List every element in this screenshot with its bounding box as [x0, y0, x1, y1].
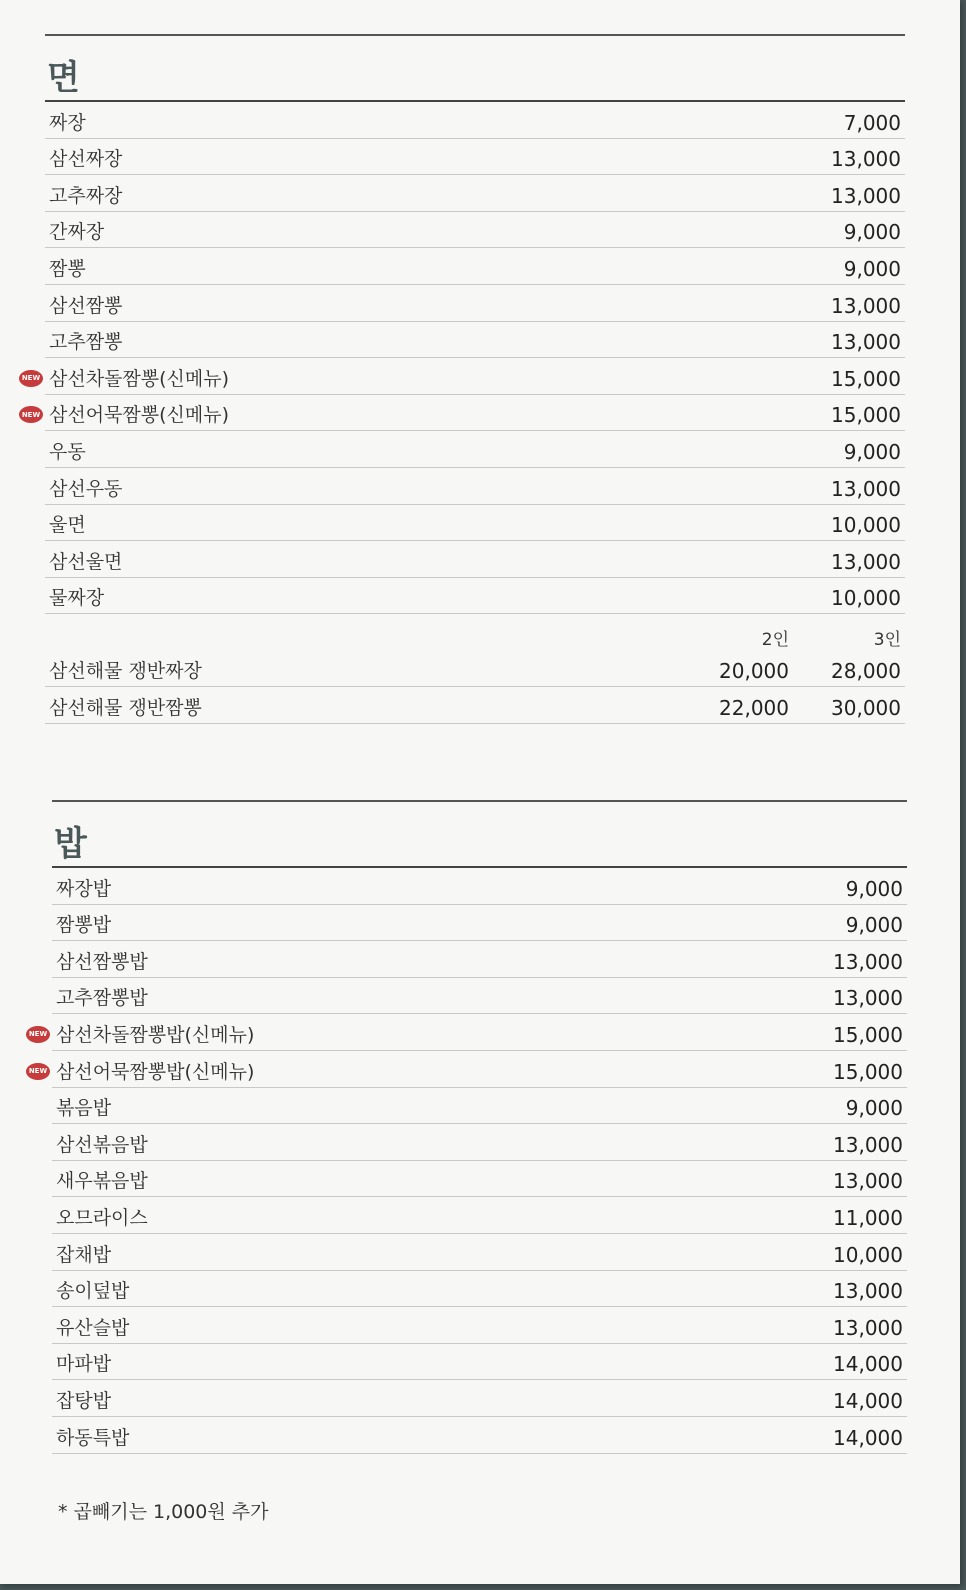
menu-item-name: 하동특밥 — [56, 1426, 130, 1449]
set-menu-row — [45, 687, 905, 724]
menu-item-name: 우동 — [49, 440, 86, 463]
menu-item-price: 9,000 — [845, 913, 903, 938]
menu-item-name: 삼선울면 — [49, 550, 123, 573]
menu-item-price: 9,000 — [845, 1096, 903, 1121]
menu-row — [45, 139, 905, 176]
section-title-rice: 밥 — [54, 824, 87, 864]
footnote: * 곱빼기는 1,000원 추가 — [58, 1501, 269, 1523]
menu-item-name: 삼선짬뽕 — [49, 294, 123, 317]
menu-row — [52, 1234, 907, 1271]
menu-item-name: 짬뽕밥 — [56, 914, 112, 937]
menu-item-name: 유산슬밥 — [56, 1316, 130, 1339]
menu-item-price: 13,000 — [833, 986, 903, 1011]
section-title-noodle: 면 — [47, 58, 80, 98]
menu-item-name: 고추짬뽕밥 — [56, 987, 148, 1010]
menu-row — [52, 941, 907, 978]
noodle-menu-list — [21, 102, 905, 614]
price-3-people: 28,000 — [831, 658, 901, 683]
menu-item-name: 짜장밥 — [56, 877, 112, 900]
new-badge-icon: NEW — [26, 1026, 50, 1043]
menu-item-name: 새우볶음밥 — [56, 1170, 148, 1193]
menu-row — [52, 978, 907, 1015]
menu-row — [52, 905, 907, 942]
menu-item-name: 잡탕밥 — [56, 1389, 112, 1412]
rice-section — [28, 800, 907, 1454]
menu-item-name: 삼선차돌짬뽕(신메뉴) — [49, 367, 230, 390]
menu-item-price: 13,000 — [831, 330, 901, 355]
set-menu-row — [45, 650, 905, 687]
menu-item-price: 7,000 — [843, 110, 901, 135]
menu-row — [21, 395, 905, 432]
menu-item-price: 14,000 — [833, 1352, 903, 1377]
menu-row — [52, 1344, 907, 1381]
menu-row — [45, 468, 905, 505]
menu-item-name: 고추짬뽕 — [49, 331, 123, 354]
menu-item-price: 13,000 — [831, 476, 901, 501]
menu-item-name: 잡채밥 — [56, 1243, 112, 1266]
menu-item-name: 짬뽕 — [49, 257, 86, 280]
menu-row — [28, 1014, 907, 1051]
menu-item-name: 송이덮밥 — [56, 1280, 130, 1303]
set-prices — [677, 659, 901, 683]
menu-item-price: 13,000 — [831, 183, 901, 208]
menu-item-price: 15,000 — [831, 403, 901, 428]
menu-row — [45, 505, 905, 542]
menu-row — [45, 578, 905, 615]
menu-item-name: 볶음밥 — [56, 1097, 112, 1120]
menu-item-price: 13,000 — [833, 1315, 903, 1340]
menu-row — [52, 1380, 907, 1417]
menu-item-name: 삼선어묵짬뽕(신메뉴) — [49, 404, 230, 427]
menu-item-name: 삼선볶음밥 — [56, 1133, 148, 1156]
menu-item-price: 13,000 — [833, 1169, 903, 1194]
new-badge-icon: NEW — [19, 406, 43, 423]
menu-item-price: 9,000 — [843, 256, 901, 281]
set-price-header — [45, 614, 905, 650]
menu-item-price: 15,000 — [833, 1022, 903, 1047]
menu-item-name: 삼선우동 — [49, 477, 123, 500]
menu-row — [45, 322, 905, 359]
menu-item-price: 10,000 — [831, 586, 901, 611]
menu-row — [21, 358, 905, 395]
menu-item-name: 삼선해물 쟁반짜장 — [49, 659, 202, 682]
menu-row — [45, 102, 905, 139]
menu-row — [45, 431, 905, 468]
menu-item-price: 13,000 — [831, 147, 901, 172]
menu-item-price: 15,000 — [833, 1059, 903, 1084]
menu-item-name: 삼선차돌짬뽕밥(신메뉴) — [56, 1023, 255, 1046]
noodle-section — [21, 34, 905, 724]
menu-item-price: 14,000 — [833, 1425, 903, 1450]
section-top-rule — [45, 34, 905, 36]
set-header-2-people: 2인 — [761, 630, 789, 651]
menu-item-name: 삼선짬뽕밥 — [56, 950, 148, 973]
price-3-people: 30,000 — [831, 695, 901, 720]
new-badge-icon: NEW — [26, 1063, 50, 1080]
menu-row — [28, 1051, 907, 1088]
menu-row — [45, 175, 905, 212]
menu-row — [52, 1417, 907, 1454]
set-header-3-people: 3인 — [873, 630, 901, 651]
menu-item-price: 9,000 — [845, 876, 903, 901]
menu-item-name: 짜장 — [49, 111, 86, 134]
menu-item-price: 9,000 — [843, 220, 901, 245]
set-menu-list — [45, 650, 905, 723]
menu-row — [52, 1307, 907, 1344]
menu-item-price: 13,000 — [831, 293, 901, 318]
menu-item-name: 마파밥 — [56, 1353, 112, 1376]
menu-item-price: 13,000 — [831, 549, 901, 574]
menu-item-name: 오므라이스 — [56, 1206, 148, 1229]
menu-item-name: 간짜장 — [49, 221, 105, 244]
menu-item-price: 13,000 — [833, 1132, 903, 1157]
menu-item-price: 15,000 — [831, 366, 901, 391]
price-2-people: 20,000 — [719, 658, 789, 683]
menu-item-name: 물짜장 — [49, 587, 105, 610]
menu-item-price: 14,000 — [833, 1388, 903, 1413]
menu-item-price: 13,000 — [833, 1279, 903, 1304]
set-prices — [677, 696, 901, 720]
menu-row — [52, 1088, 907, 1125]
menu-item-price: 13,000 — [833, 949, 903, 974]
menu-row — [45, 248, 905, 285]
menu-row — [52, 1197, 907, 1234]
menu-row — [45, 212, 905, 249]
menu-row — [52, 1124, 907, 1161]
menu-row — [52, 1161, 907, 1198]
price-2-people: 22,000 — [719, 695, 789, 720]
menu-item-name: 삼선어묵짬뽕밥(신메뉴) — [56, 1060, 255, 1083]
menu-item-price: 9,000 — [843, 439, 901, 464]
section-top-rule — [52, 800, 907, 802]
new-badge-icon: NEW — [19, 370, 43, 387]
menu-item-name: 삼선짜장 — [49, 148, 123, 171]
menu-row — [52, 868, 907, 905]
rice-menu-list — [28, 868, 907, 1454]
menu-item-name: 삼선해물 쟁반짬뽕 — [49, 696, 202, 719]
menu-item-name: 고추짜장 — [49, 184, 123, 207]
menu-item-price: 11,000 — [833, 1205, 903, 1230]
menu-row — [52, 1271, 907, 1308]
menu-item-price: 10,000 — [833, 1242, 903, 1267]
menu-row — [45, 285, 905, 322]
menu-item-name: 울면 — [49, 514, 86, 537]
menu-row — [45, 541, 905, 578]
menu-item-price: 10,000 — [831, 513, 901, 538]
